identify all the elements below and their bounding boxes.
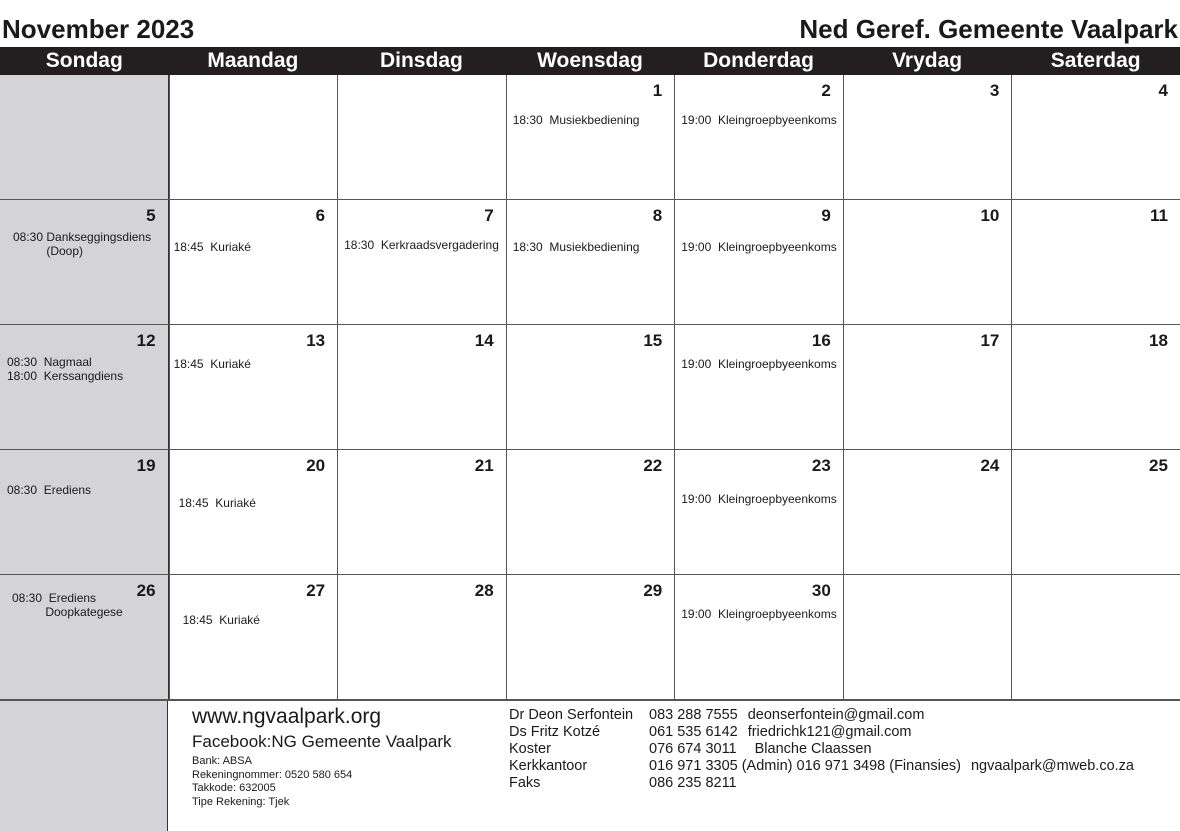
contact-name: Dr Deon Serfontein <box>509 707 634 723</box>
calendar-day-cell[interactable] <box>674 575 843 699</box>
calendar-day-cell[interactable] <box>0 450 169 574</box>
day-number: 27 <box>306 581 326 600</box>
weekday-saturday: Saterdag <box>1050 49 1141 72</box>
calendar-day-cell[interactable] <box>169 450 338 574</box>
day-number: 16 <box>811 331 831 350</box>
day-event: 18:45 Kuriaké <box>173 240 251 254</box>
day-event: 08:30 Nagmaal 18:00 Kerssangdiens <box>7 355 124 383</box>
calendar-day-cell[interactable] <box>169 575 338 699</box>
calendar-day-cell[interactable] <box>169 200 338 324</box>
footer <box>0 700 1180 831</box>
calendar-day-cell[interactable] <box>674 325 843 449</box>
contact-info: ngvaalpark@mweb.co.za <box>970 758 1134 774</box>
calendar-day-cell[interactable] <box>843 450 1012 574</box>
contact-phone: 061 535 6142 <box>649 724 738 740</box>
day-event: 08:30 Erediens Doopkategese <box>12 591 123 619</box>
day-event: 19:00 Kleingroepbyeenkoms <box>681 492 837 506</box>
facebook-text: Facebook:NG Gemeente Vaalpark <box>192 732 452 751</box>
weekday-wednesday: Woensdag <box>537 49 643 72</box>
contact-row <box>509 758 1134 775</box>
day-event: 19:00 Kleingroepbyeenkoms <box>681 240 837 254</box>
day-event: 08:30 Dankseggingsdiens (Doop) <box>13 230 152 258</box>
bank-line: Bank: ABSA <box>192 755 252 767</box>
calendar-day-cell[interactable] <box>843 575 1012 699</box>
calendar-day-cell[interactable] <box>0 200 169 324</box>
calendar-day-cell[interactable] <box>843 325 1012 449</box>
day-event: 18:45 Kuriaké <box>173 357 251 371</box>
weekday-tuesday: Dinsdag <box>379 49 463 72</box>
day-number: 2 <box>821 81 831 100</box>
calendar-day-cell[interactable] <box>843 75 1012 199</box>
church-name: Ned Geref. Gemeente Vaalpark <box>799 14 1178 44</box>
calendar-day-cell[interactable] <box>843 200 1012 324</box>
day-number: 5 <box>146 206 156 225</box>
contact-row <box>509 707 1134 724</box>
weekday-sunday: Sondag <box>45 49 123 72</box>
calendar-week <box>0 450 1180 575</box>
day-number: 17 <box>980 331 1000 350</box>
weekday-header <box>0 47 1180 75</box>
day-number: 20 <box>306 456 326 475</box>
day-number: 18 <box>1149 331 1168 350</box>
day-number: 21 <box>474 456 494 475</box>
day-number: 19 <box>136 456 156 475</box>
bank-line: Rekeningnommer: 0520 580 654 <box>192 768 353 781</box>
contact-row <box>509 724 1134 741</box>
calendar-day-cell[interactable] <box>506 325 675 449</box>
contact-name: Ds Fritz Kotzé <box>509 724 601 740</box>
contact-info: friedrichk121@gmail.com <box>747 724 912 740</box>
website-link: www.ngvaalpark.org <box>192 705 382 728</box>
calendar-day-cell[interactable] <box>337 325 506 449</box>
calendar-day-cell[interactable] <box>337 575 506 699</box>
contact-row <box>509 741 1134 758</box>
day-number: 10 <box>980 206 1000 225</box>
contact-name: Koster <box>509 741 551 757</box>
calendar-week <box>0 75 1180 200</box>
day-event: 18:30 Kerkraadsvergadering <box>344 238 499 252</box>
calendar-day-cell[interactable] <box>337 450 506 574</box>
weekday-monday: Maandag <box>207 49 299 72</box>
calendar-day-cell[interactable] <box>674 450 843 574</box>
calendar-day-cell[interactable] <box>674 75 843 199</box>
calendar-day-cell[interactable] <box>1011 325 1180 449</box>
contact-list <box>509 707 1134 792</box>
calendar-day-cell[interactable] <box>506 200 675 324</box>
calendar-day-cell[interactable] <box>0 325 169 449</box>
calendar-day-cell[interactable] <box>506 450 675 574</box>
calendar-day-cell[interactable] <box>1011 200 1180 324</box>
calendar-day-cell[interactable] <box>506 575 675 699</box>
day-number: 1 <box>652 81 663 100</box>
calendar-day-cell[interactable] <box>337 75 506 199</box>
day-number: 6 <box>315 206 326 225</box>
day-number: 30 <box>811 581 831 600</box>
contact-info: Blanche Claassen <box>754 741 872 757</box>
day-number: 15 <box>643 331 663 350</box>
contact-phone: 086 235 8211 <box>649 775 737 791</box>
day-number: 14 <box>474 331 494 350</box>
day-event: 18:30 Musiekbediening <box>512 113 640 127</box>
day-number: 13 <box>306 331 326 350</box>
day-event: 18:30 Musiekbediening <box>512 240 640 254</box>
contact-phone: 083 288 7555 <box>649 707 738 723</box>
calendar-grid <box>0 75 1180 700</box>
contact-row <box>509 775 1134 792</box>
day-number: 25 <box>1149 456 1168 475</box>
calendar-day-cell[interactable] <box>0 75 169 199</box>
calendar-month-title: November 2023 <box>2 14 195 44</box>
calendar-day-cell[interactable] <box>1011 75 1180 199</box>
day-number: 3 <box>989 81 1000 100</box>
day-number: 26 <box>136 581 156 600</box>
calendar-day-cell[interactable] <box>169 75 338 199</box>
calendar-week <box>0 200 1180 325</box>
calendar-day-cell[interactable] <box>506 75 675 199</box>
day-event: 19:00 Kleingroepbyeenkoms <box>681 113 837 127</box>
weekday-friday: Vrydag <box>892 49 963 72</box>
day-number: 22 <box>643 456 663 475</box>
day-number: 8 <box>652 206 663 225</box>
day-event: 18:45 Kuriaké <box>178 496 256 510</box>
day-number: 9 <box>821 206 831 225</box>
day-event: 08:30 Erediens <box>7 483 92 497</box>
day-number: 29 <box>643 581 663 600</box>
day-event: 18:45 Kuriaké <box>182 613 260 627</box>
day-number: 28 <box>474 581 494 600</box>
contact-phone: 016 971 3305 (Admin) 016 971 3498 (Finansies) <box>649 758 961 774</box>
calendar-day-cell[interactable] <box>0 575 169 699</box>
contact-name: Kerkkantoor <box>509 758 588 774</box>
calendar-day-cell[interactable] <box>1011 450 1180 574</box>
bank-details <box>192 755 352 809</box>
calendar-day-cell[interactable] <box>169 325 338 449</box>
contact-info: deonserfontein@gmail.com <box>747 707 925 723</box>
day-event: 19:00 Kleingroepbyeenkoms <box>681 357 837 371</box>
weekday-thursday: Donderdag <box>703 49 814 72</box>
day-number: 23 <box>811 456 831 475</box>
contact-name: Faks <box>509 775 541 791</box>
calendar-day-cell[interactable] <box>337 200 506 324</box>
day-number: 11 <box>1149 206 1168 225</box>
bank-line: Takkode: 632005 <box>192 782 276 794</box>
calendar-week <box>0 325 1180 450</box>
day-number: 7 <box>484 206 494 225</box>
day-event: 19:00 Kleingroepbyeenkoms <box>681 607 837 621</box>
calendar-week <box>0 575 1180 700</box>
calendar-day-cell[interactable] <box>674 200 843 324</box>
calendar-day-cell[interactable] <box>1011 575 1180 699</box>
day-number: 4 <box>1158 81 1168 100</box>
footer-sidebar <box>0 701 168 831</box>
contact-phone: 076 674 3011 <box>649 741 737 757</box>
day-number: 12 <box>136 331 156 350</box>
bank-line: Tipe Rekening: Tjek <box>192 795 290 808</box>
day-number: 24 <box>980 456 1000 475</box>
